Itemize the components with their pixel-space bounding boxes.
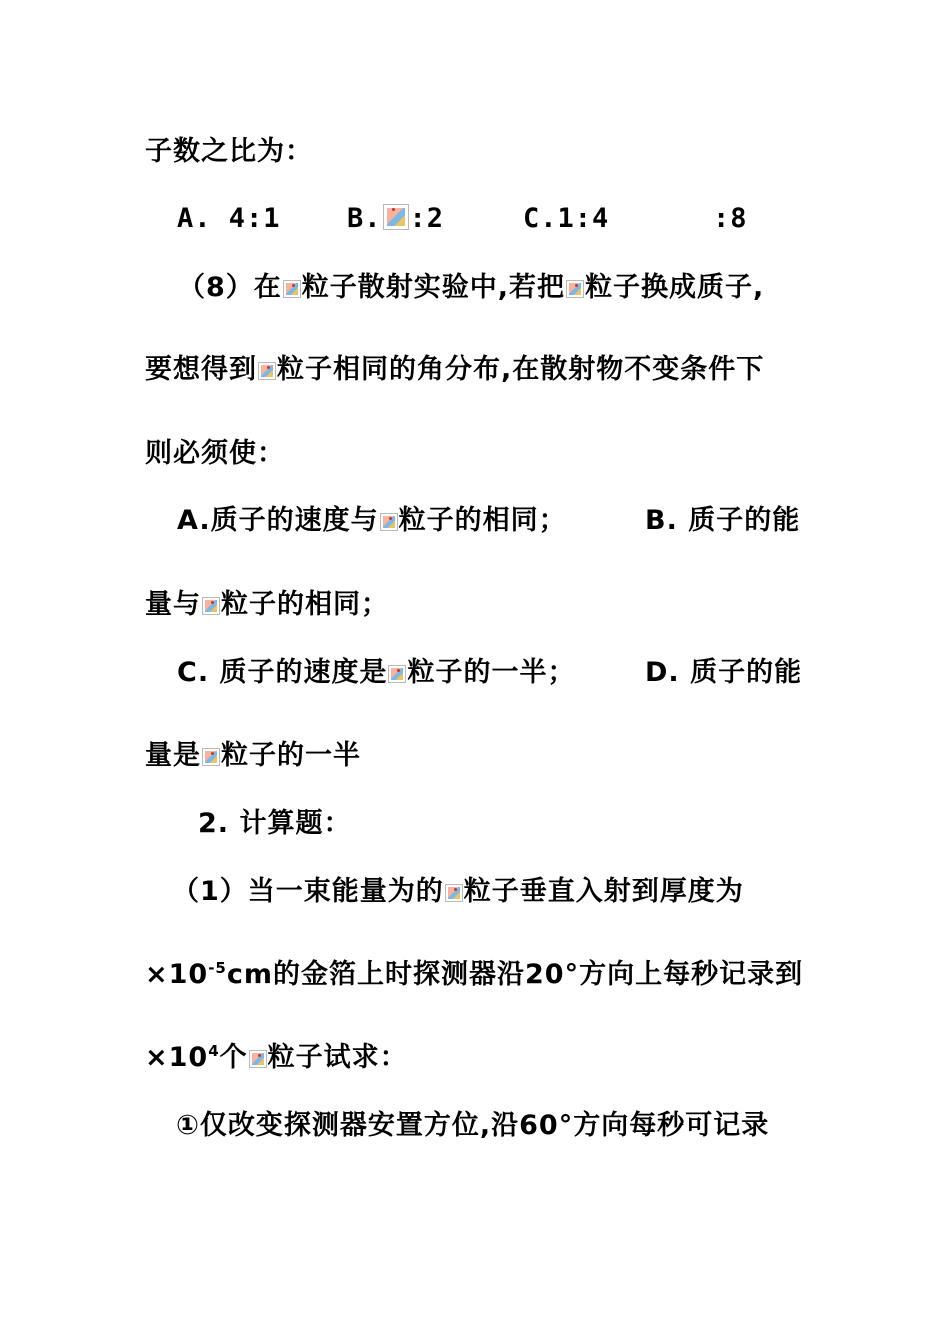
alpha-image-icon <box>258 362 276 380</box>
text: 量是 <box>145 740 201 771</box>
text: cm的金箔上时探测器沿20°方向上每秒记录到 <box>226 959 804 990</box>
text: 粒子试求： <box>267 1042 408 1073</box>
text-line <box>145 134 313 170</box>
text: ×10 <box>145 959 209 990</box>
option-d <box>645 655 802 691</box>
question-8-line-3 <box>145 436 285 472</box>
option-c <box>177 655 575 691</box>
broken-image-icon <box>383 204 409 230</box>
text: 粒子的一半； <box>407 657 576 688</box>
calc-1-subquestion-1 <box>176 1108 769 1144</box>
alpha-image-icon <box>202 748 220 766</box>
calc-1-line-3 <box>145 1040 408 1076</box>
text: D. 质子的能 <box>645 657 803 688</box>
text: 粒子相同的角分布,在散射物不变条件下 <box>277 354 765 385</box>
section-title: 2. 计算题： <box>198 808 352 839</box>
alpha-image-icon <box>380 513 398 531</box>
option-c-text: C.1:4 <box>523 203 610 234</box>
text: 子数之比为： <box>145 136 313 167</box>
calc-1-line-1 <box>172 874 744 910</box>
alpha-image-icon <box>283 280 301 298</box>
text: （1）当一束能量为的 <box>172 876 444 907</box>
text: 粒子散射实验中,若把 <box>301 272 566 303</box>
option-c <box>523 201 609 237</box>
option-a: A. 4:1 <box>177 203 281 234</box>
section-heading <box>198 806 351 842</box>
option-b-continued <box>145 587 389 623</box>
text: 要想得到 <box>145 354 257 385</box>
text: B. 质子的能 <box>645 505 801 536</box>
question-8-line-1 <box>178 270 764 306</box>
exponent: 4 <box>208 1042 220 1060</box>
question-8-line-2 <box>145 352 764 388</box>
option-d-continued <box>145 738 361 774</box>
text: 粒子的相同； <box>398 505 567 536</box>
text: 量与 <box>145 589 201 620</box>
text: （8）在 <box>178 272 282 303</box>
option-d <box>713 201 748 237</box>
text: A.质子的速度与 <box>177 505 379 536</box>
option-b-label: B. <box>347 203 382 234</box>
text: ×10 <box>145 1042 209 1073</box>
alpha-image-icon <box>566 280 584 298</box>
option-row <box>177 201 281 237</box>
alpha-image-icon <box>249 1050 267 1068</box>
text: 则必须使： <box>145 438 285 469</box>
alpha-image-icon <box>388 665 406 683</box>
option-d-text: :8 <box>713 203 748 234</box>
option-a <box>177 503 567 539</box>
text: 粒子换成质子, <box>585 272 765 303</box>
exponent: -5 <box>208 959 227 977</box>
text: 粒子的相同； <box>221 589 389 620</box>
alpha-image-icon <box>202 597 220 615</box>
alpha-image-icon <box>445 884 463 902</box>
option-b <box>347 201 444 237</box>
calc-1-line-2 <box>145 957 803 993</box>
text: 个 <box>219 1042 248 1073</box>
text: 粒子垂直入射到厚度为 <box>463 876 744 907</box>
text: 粒子的一半 <box>221 740 361 771</box>
option-b-value: :2 <box>409 203 445 234</box>
text: C. 质子的速度是 <box>177 657 388 688</box>
option-b <box>645 503 800 539</box>
text: ①仅改变探测器安置方位,沿60°方向每秒可记录 <box>176 1110 770 1141</box>
